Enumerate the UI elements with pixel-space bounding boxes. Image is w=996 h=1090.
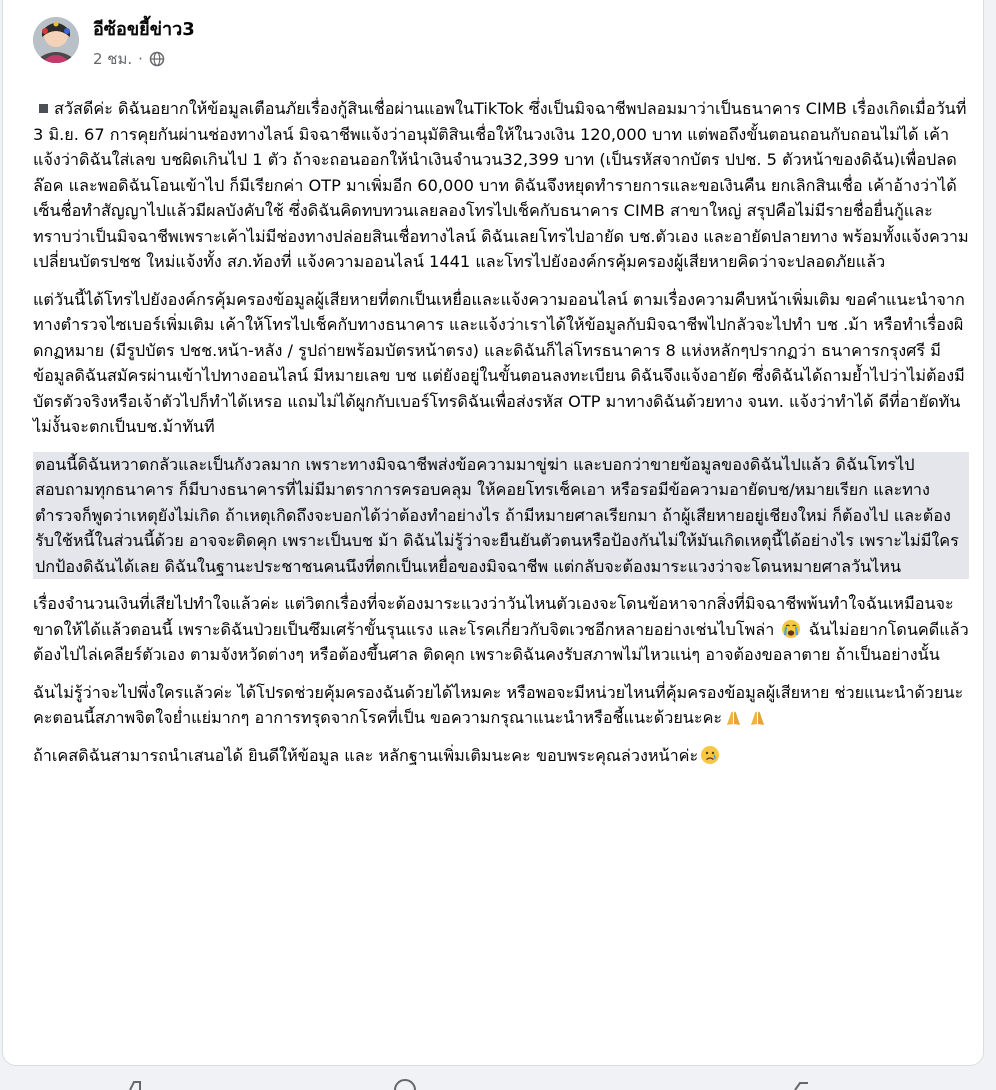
- globe-icon: [149, 51, 165, 67]
- action-bar-partial: [0, 1074, 996, 1090]
- post-time[interactable]: 2 ชม.: [93, 50, 133, 68]
- sad-face-icon: [700, 745, 720, 765]
- author-avatar[interactable]: [33, 17, 79, 63]
- paragraph-text: ฉันไม่รู้ว่าจะไปพึ่งใครแล้วค่ะ ได้โปรดช่วยคุ้มครองฉันด้วยได้ไหมคะ หรือพอจะมีหน่วยไหนที่คุ้มครองข้อมูลผู้เสียหาย ช่วยแนะนำด้วยนะคะตอนนี้สภาพจิตใจย่ำแย่มากๆ อาการทรุดจากโรคที่เป็น ขอความกรุณาแนะนำหรือชี้แนะด้วยนะคะ: [33, 682, 964, 727]
- folded-hands-icon: [724, 707, 744, 727]
- post-paragraph-3-highlighted: [33, 452, 969, 580]
- paragraph-text: ตอนนี้ดิฉันหวาดกลัวและเป็นกังวลมาก เพราะทางมิจฉาชีพส่งข้อความมาขู่ฆ่า และบอกว่าขายข้อมูลของดิฉันไปแล้ว ดิฉันโทรไปสอบถามทุกธนาคาร ก็มีบางธนาคารที่ไม่มีมาตราการครอบคลุม ให้คอยโทรเช็คเอา หรือรอมีข้อความอายัดบช/หมายเรียก และทางตำรวจก็พูดว่าเหตุยังไม่เกิด ถ้าเหตุเกิดถึงจะบอกได้ว่าต้องทำอย่างไร ถ้ามีหมายศาลเรียกมา ถ้าผู้เสียหายอยู่เชียงใหม่ ก็ต้องไป และต้องรับใช้หนี้ในส่วนนี้ด้วย อาจจะติดคุก เพราะเป็นบช ม้า ดิฉันไม่รู้ว่าจะยืนยันตัวตนหรือป้องกันไม่ให้มันเกิดเหตุนี้ได้อย่างไร เพราะไม่มีใครปกป้องดิฉันได้เลย ดิฉันในฐานะประชาชนคนนึงที่ตกเป็นเหยื่อของมิจฉาชีพ แต่กลับจะต้องมาระแวงว่าจะโดนหมายศาลวันไหน: [35, 454, 959, 576]
- post-paragraph-6: [33, 743, 969, 769]
- post-body: [33, 96, 969, 780]
- post-paragraph-5: [33, 680, 969, 731]
- avatar-image: [33, 17, 79, 63]
- post-paragraph-4: [33, 591, 969, 668]
- post-paragraph-1: [33, 96, 969, 275]
- crying-face-icon: [781, 619, 801, 639]
- folded-hands-icon: [748, 707, 768, 727]
- meta-separator: ·: [138, 50, 143, 68]
- author-name[interactable]: อีซ้อขยี้ข่าว3: [93, 19, 195, 40]
- bullet-square-icon: [39, 104, 48, 113]
- post-paragraph-2: [33, 287, 969, 440]
- action-icons-cropped: [0, 1074, 996, 1090]
- paragraph-text: เรื่องจำนวนเงินที่เสียไปทำใจแล้วค่ะ แต่วิตกเรื่องที่จะต้องมาระแวงว่าวันไหนตัวเองจะโดนข้อหาจากสิ่งที่มิจฉาชีพพ้นทำใจฉันเหมือนจะขาดให้ได้แล้วตอนนี้ เพราะดิฉันป่วยเป็นซึมเศร้าขั้นรุนแรง และโรคเกี่ยวกับจิตเวชอีกหลายอย่างเช่นไบโพล่า: [33, 594, 954, 639]
- post-card: [2, 0, 984, 1066]
- paragraph-text: แต่วันนี้ได้โทรไปยังองค์กรคุ้มครองข้อมูลผู้เสียหายที่ตกเป็นเหยื่อและแจ้งความออนไลน์ ตามเรื่องความคืบหน้าเพิ่มเติม ขอคำแนะนำจากทางตำรวจไซเบอร์เพิ่มเติม เค้าให้โทรไปเช็คกับทางธนาคาร และแจ้งว่าเราได้ให้ข้อมูลกับมิจฉาชีพไปกลัวจะไปทำ บช .ม้า หรือทำเรื่องผิดกฏหมาย (มีรูปบัตร ปชช.หน้า-หลัง / รูปถ่ายพร้อมบัตรหน้าตรง) และดิฉันก็ไล่โทรธนาคาร 8 แห่งหลักๆปรากฏว่า ธนาคารกรุงศรี มีข้อมูลดิฉันสมัครผ่านเข้าไปทางออนไลน์ มีหมายเลข บช แต่ยังอยู่ในขั้นตอนลงทะเบียน ดิฉันจึงแจ้งอายัด ซึ่งดิฉันได้ถามย้ำไปว่าไม่ต้องมีบัตรตัวจริงหรือเจ้าตัวไปก็ทำได้เหรอ แถมไม่ได้ผูกกับเบอร์โทรดิฉันเพื่อส่งรหัส OTP มาทางดิฉันด้วยทาง จนท. แจ้งว่าทำได้ ดีที่อายัดทัน ไม่งั้นจะตกเป็นบช.ม้าทันที: [33, 289, 965, 436]
- post-meta: [93, 49, 165, 69]
- paragraph-text: ฉันไม่อยากโดนคดีแล้วต้องไปไล่เคลียร์ตัวเอง ตามจังหวัดต่างๆ หรือต้องขึ้นศาล ติดคุก เพราะดิฉันคงรับสภาพไม่ไหวแน่ๆ อาจต้องขอลาตาย ถ้าเป็นอย่างนั้น: [33, 619, 969, 664]
- paragraph-text: ถ้าเคสดิฉันสามารถนำเสนอได้ ยินดีให้ข้อมูล และ หลักฐานเพิ่มเติมนะคะ ขอบพระคุณล่วงหน้าค่ะ: [33, 745, 699, 765]
- paragraph-text: สวัสดีค่ะ ดิฉันอยากให้ข้อมูลเตือนภัยเรื่องกู้สินเชื่อผ่านแอพในTikTok ซึ่งเป็นมิจฉาชีพปลอมมาว่าเป็นธนาคาร CIMB เรื่องเกิดเมื่อวันที่ 3 มิ.ย. 67 การคุยกันผ่านช่องทางไลน์ มิจฉาชีพแจ้งว่าอนุมัติสินเชื่อให้ในวงเงิน 120,000 บาท แต่พอถึงขั้นตอนถอนกับถอนไม่ได้ เค้าแจ้งว่าดิฉันใส่เลข บชผิดเกินไป 1 ตัว ถ้าจะถอนออกให้นำเงินจำนวน32,399 บาท (เป็นรหัสจากบัตร ปปช. 5 ตัวหน้าของดิฉัน)เพื่อปลดล๊อค และพอดิฉันโอนเข้าไป ก็มีเรียกค่า OTP มาเพิ่มอีก 60,000 บาท ดิฉันจึงหยุดทำรายการและขอเงินคืน ยกเลิกสินเชื่อ เค้าอ้างว่าได้เซ็นชื่อทำสัญญาไปแล้วมีผลบังคับใช้ ซึ่งดิฉันคิดทบทวนเลยลองโทรไปเช็คกับธนาคาร CIMB สาขาใหญ่ สรุปคือไม่มีรายชื่อยื่นกู้และทราบว่าเป็นมิจฉาชีพเพราะเค้าไม่มีช่องทางปล่อยสินเชื่อทางไลน์ ดิฉันเลยโทรไปอายัด บช.ตัวเอง และอายัดปลายทาง พร้อมทั้งแจ้งความเปลี่ยนบัตรปชช ใหม่แจ้งทั้ง สภ.ท้องที่ แจ้งความออนไลน์ 1441 และโทรไปยังองค์กรคุ้มครองผู้เสียหายคิดว่าจะปลอดภัยแล้ว: [33, 99, 969, 271]
